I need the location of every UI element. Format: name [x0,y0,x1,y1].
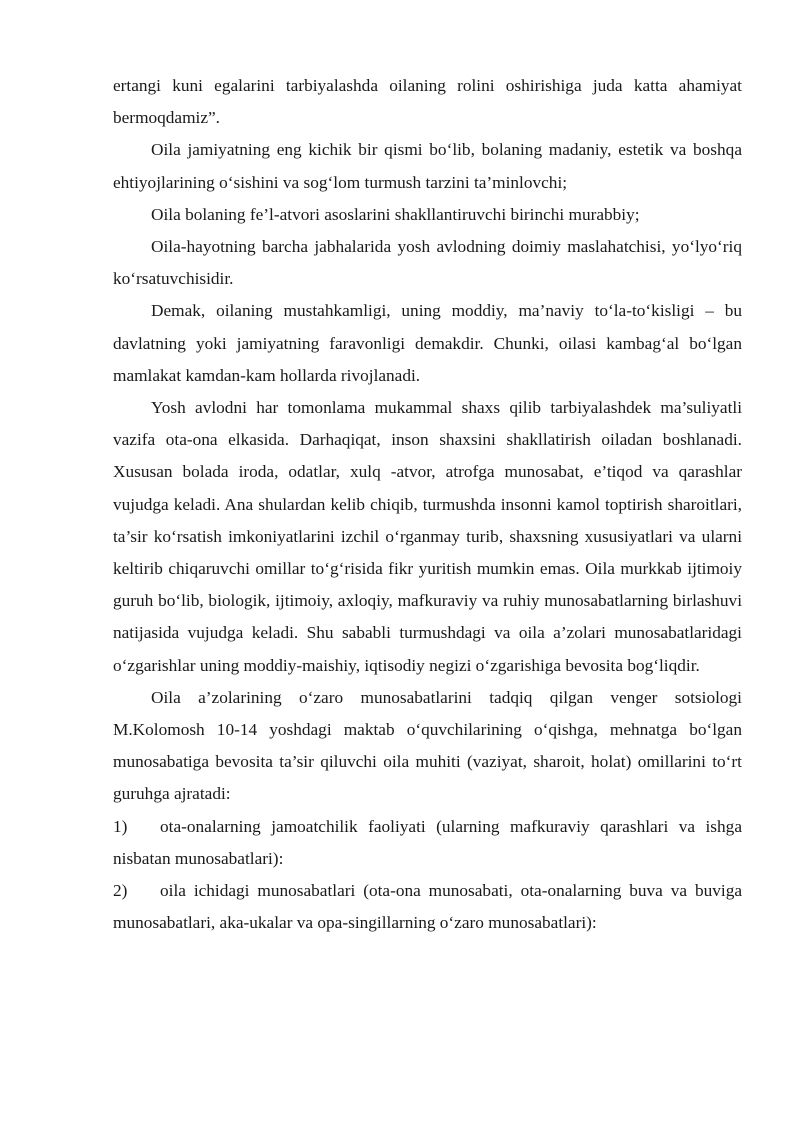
paragraph-1: ertangi kuni egalarini tarbiyalashda oilaning rolini oshirishiga juda katta ahamiyat bermoqdamiz”. [113,76,742,128]
list-text-1: ota-onalarning jamoatchilik faoliyati (ularning mafkuraviy qarashlari va ishga nisbatan munosabatlari): [113,816,742,868]
paragraph-7: Oila a’zolarining o‘zaro munosabatlarini tadqiq qilgan venger sotsiologi M.Kolomosh 10-14 yoshdagi maktab o‘quvchilarining o‘qishga, mehnatga bo‘lgan munosabatiga bevosita ta’sir qiluvchi oila muhiti (vaziyat, sharoit, holat) omillarini to‘rt guruhga ajratadi: [113,687,742,804]
paragraph-2: Oila jamiyatning eng kichik bir qismi bo‘lib, bolaning madaniy, estetik va boshqa ehtiyojlarining o‘sishini va sog‘lom turmush tarzini ta’minlovchi; [113,140,742,192]
list-item-1 [113,811,742,875]
list-item-2 [113,875,742,939]
document-page [113,70,742,939]
list-text-2: oila ichidagi munosabatlari (ota-ona munosabati, ota-onalarning buva va buviga munosabatlari, aka-ukalar va opa-singillarning o‘zaro munosabatlari): [113,881,742,933]
list-number-2: 2) [113,881,128,901]
list-number-1: 1) [113,816,128,836]
paragraph-5: Demak, oilaning mustahkamligi, uning moddiy, ma’naviy to‘la-to‘kisligi – bu davlatning yoki jamiyatning faravonligi demakdir. Chunki, oilasi kambag‘al bo‘lgan mamlakat kamdan-kam hollarda rivojlanadi. [113,301,742,385]
paragraph-6: Yosh avlodni har tomonlama mukammal shaxs qilib tarbiyalashdek ma’suliyatli vazifa ota-ona elkasida. Darhaqiqat, inson shaxsini shakllatirish oiladan boshlanadi. Xususan bolada iroda, odatlar, xulq -atvor, atrofga munosabat, e’tiqod va qarashlar vujudga keladi. Ana shulardan kelib chiqib, turmushda insonni kamol toptirish sharoitlari, ta’sir ko‘rsatish imkoniyatlarini izchil o‘rganmay turib, shaxsning xususiyatlari va ularni keltirib chiqaruvchi omillar to‘g‘risida fikr yuritish mumkin emas. Oila murkkab ijtimoiy guruh bo‘lib, biologik, ijtimoiy, axloqiy, mafkuraviy va ruhiy munosabatlarning birlashuvi natijasida vujudga keladi. Shu sababli turmushdagi va oila a’zolari munosabatlaridagi o‘zgarishlar uning moddiy-maishiy, iqtisodiy negizi o‘zgarishiga bevosita bog‘liqdir. [113,398,742,675]
paragraph-3: Oila bolaning fe’l-atvori asoslarini shakllantiruvchi birinchi murabbiy; [151,204,640,224]
paragraph-4: Oila-hayotning barcha jabhalarida yosh avlodning doimiy maslahatchisi, yo‘lyo‘riq ko‘rsatuvchisidir. [113,237,742,289]
